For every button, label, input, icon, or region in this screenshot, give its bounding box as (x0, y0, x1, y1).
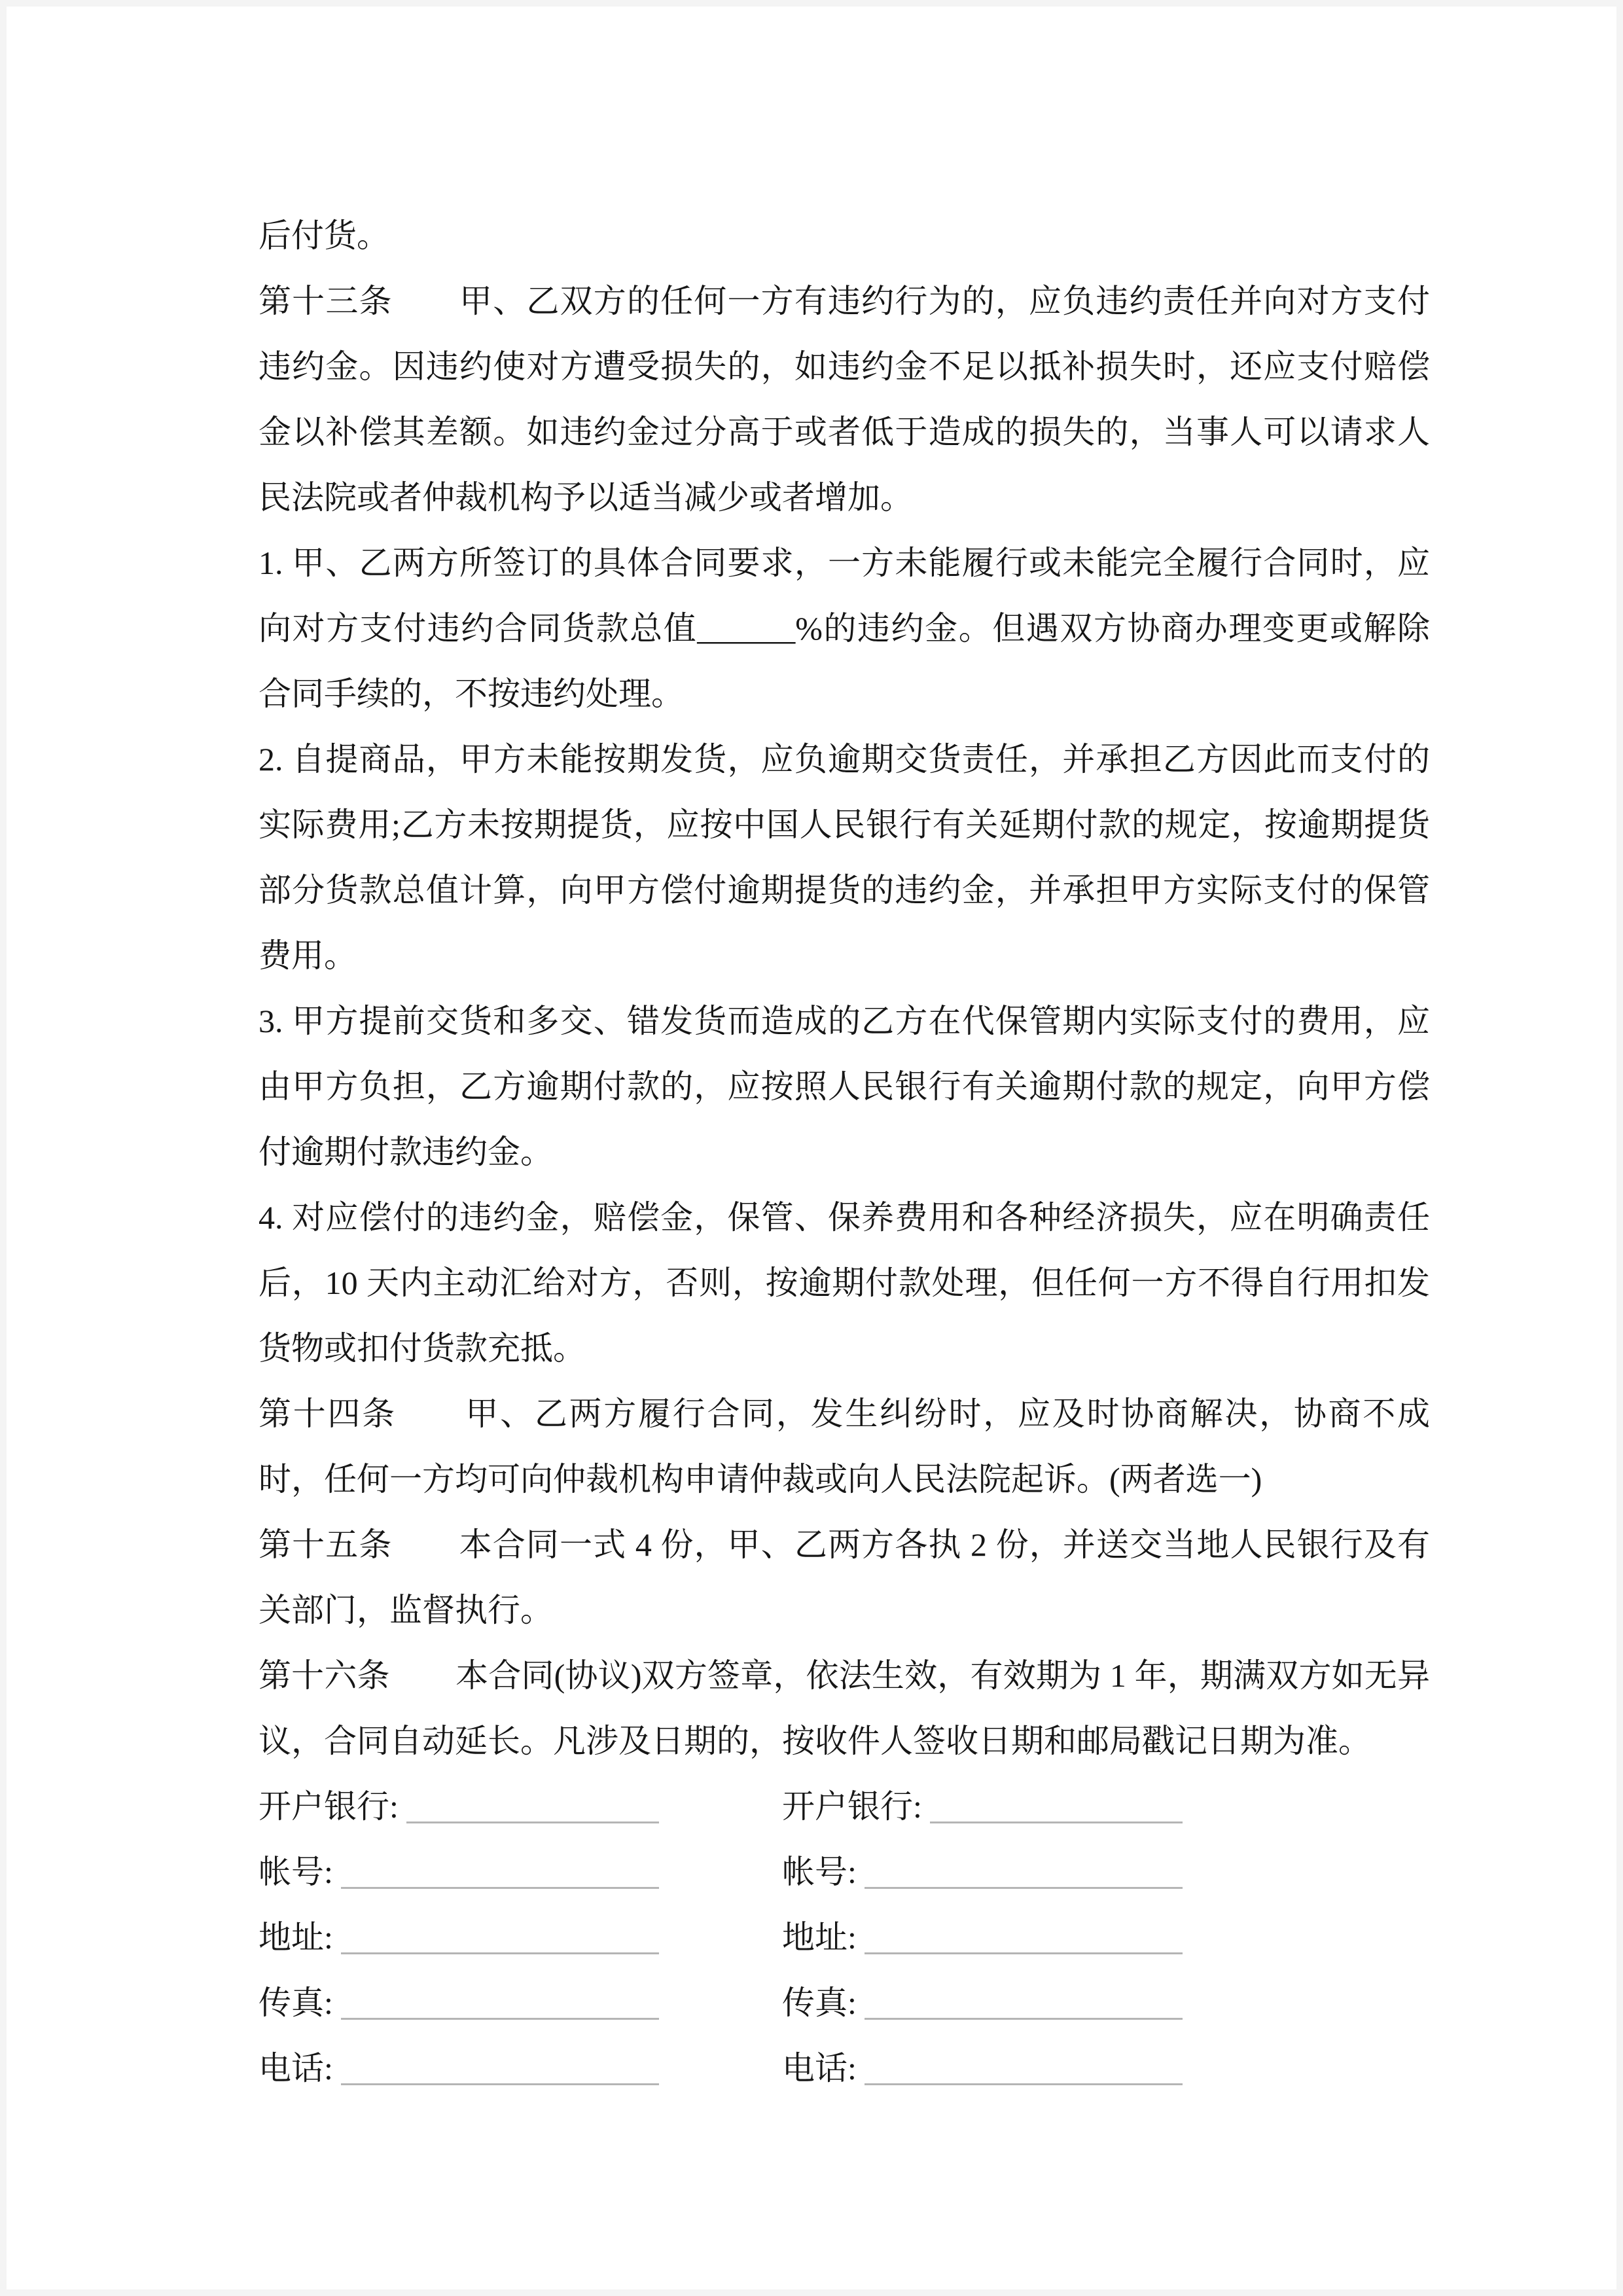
form-row-address-left (259, 1905, 659, 1970)
blank-underline (341, 2083, 659, 2085)
bank-details-form (259, 1774, 1430, 2101)
form-row-account-left (259, 1839, 659, 1905)
bank-details-column-right (782, 1774, 1183, 2101)
form-row-fax-left (259, 1970, 659, 2036)
form-row-bank-right (782, 1774, 1183, 1839)
form-label-address: 地址: (259, 1919, 333, 1956)
form-label-address: 地址: (782, 1919, 857, 1956)
clause-13: 第十三条 甲、乙双方的任何一方有违约行为的，应负违约责任并向对方支付违约金。因违约使对方遭受损失的，如违约金不足以抵补损失时，还应支付赔偿金以补偿其差额。如违约金过分高于或者低于造成的损失的，当事人可以请求人民法院或者仲裁机构予以适当减少或者增加。 (259, 283, 1430, 516)
form-label-account: 帐号: (782, 1854, 857, 1890)
clause-15: 第十五条 本合同一式 4 份，甲、乙两方各执 2 份，并送交当地人民银行及有关部门，监督执行。 (259, 1526, 1430, 1628)
form-label-phone: 电话: (259, 2050, 333, 2087)
paragraph-carryover: 后付货。 (259, 217, 389, 254)
blank-underline (865, 2083, 1183, 2085)
clause-13-item-2: 2. 自提商品，甲方未能按期发货，应负逾期交货责任，并承担乙方因此而支付的实际费用;乙方未按期提货，应按中国人民银行有关延期付款的规定，按逾期提货部分货款总值计算，向甲方偿付逾期提货的违约金，并承担甲方实际支付的保管费用。 (259, 741, 1430, 974)
blank-underline (341, 1887, 659, 1889)
form-row-phone-left (259, 2036, 659, 2101)
blank-underline (341, 2018, 659, 2020)
blank-underline (865, 1952, 1183, 1954)
form-label-account: 帐号: (259, 1854, 333, 1890)
clause-13-item-3: 3. 甲方提前交货和多交、错发货而造成的乙方在代保管期内实际支付的费用，应由甲方负担，乙方逾期付款的，应按照人民银行有关逾期付款的规定，向甲方偿付逾期付款违约金。 (259, 1003, 1430, 1170)
form-row-bank-left (259, 1774, 659, 1839)
clause-14: 第十四条 甲、乙两方履行合同，发生纠纷时，应及时协商解决，协商不成时，任何一方均可向仲裁机构申请仲裁或向人民法院起诉。(两者选一) (259, 1395, 1430, 1498)
blank-underline (865, 2018, 1183, 2020)
form-row-address-right (782, 1905, 1183, 1970)
form-label-phone: 电话: (782, 2050, 857, 2087)
blank-underline (930, 1821, 1183, 1823)
blank-underline (341, 1952, 659, 1954)
blank-underline (865, 1887, 1183, 1889)
blank-underline (406, 1821, 659, 1823)
form-row-fax-right (782, 1970, 1183, 2036)
clause-16: 第十六条 本合同(协议)双方签章，依法生效，有效期为 1 年，期满双方如无异议，合同自动延长。凡涉及日期的，按收件人签收日期和邮局戳记日期为准。 (259, 1657, 1430, 1759)
form-label-bank: 开户银行: (782, 1788, 922, 1825)
contract-text-block (259, 203, 1430, 2101)
form-row-account-right (782, 1839, 1183, 1905)
bank-details-column-left (259, 1774, 659, 2101)
form-label-bank: 开户银行: (259, 1788, 399, 1825)
form-label-fax: 传真: (782, 1984, 857, 2021)
form-row-phone-right (782, 2036, 1183, 2101)
clause-13-item-4: 4. 对应偿付的违约金，赔偿金，保管、保养费用和各种经济损失，应在明确责任后，10 天内主动汇给对方，否则，按逾期付款处理，但任何一方不得自行用扣发货物或扣付货款充抵。 (259, 1199, 1430, 1367)
form-label-fax: 传真: (259, 1984, 333, 2021)
clause-13-item-1: 1. 甲、乙两方所签订的具体合同要求，一方未能履行或未能完全履行合同时，应向对方支付违约合同货款总值______%的违约金。但遇双方协商办理变更或解除合同手续的，不按违约处理。 (259, 545, 1430, 712)
